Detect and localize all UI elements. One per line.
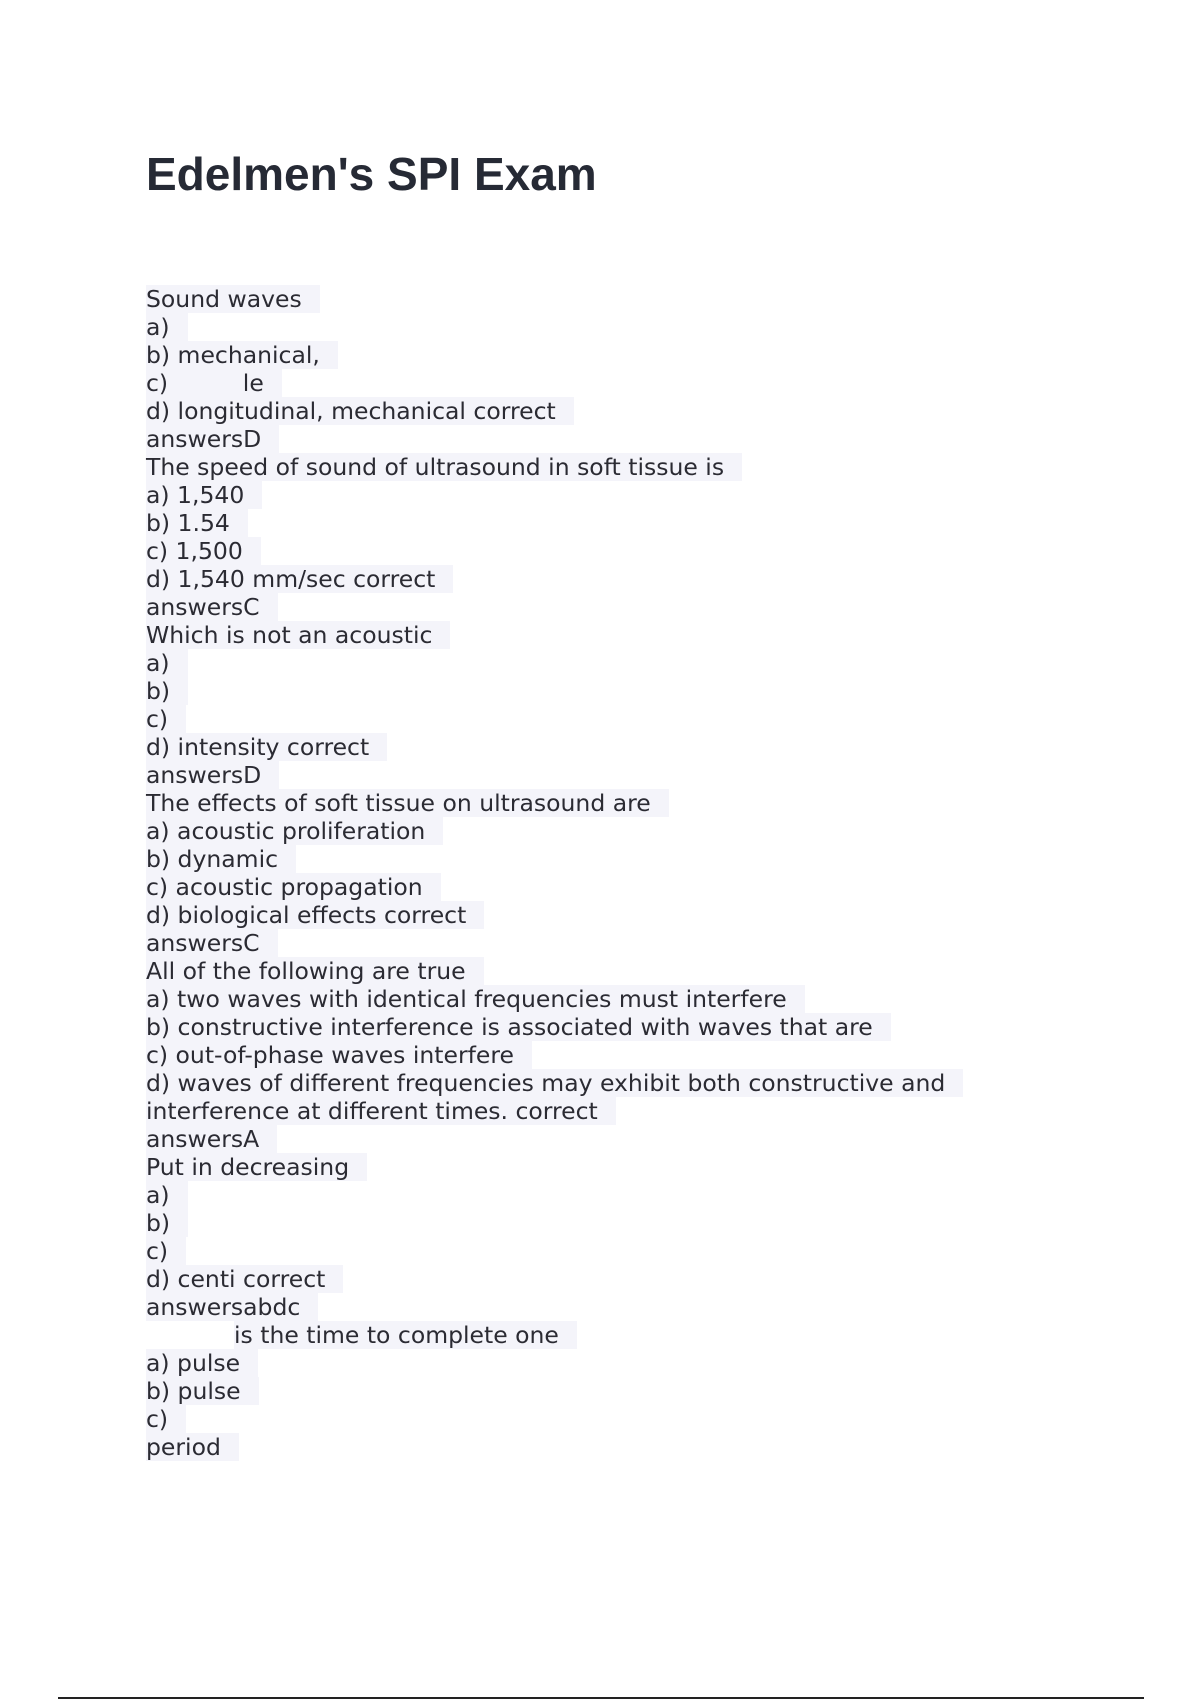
text-line-content: The speed of sound of ultrasound in soft tissue is (146, 453, 742, 481)
text-line-content: b) (146, 677, 188, 705)
text-line (146, 313, 1006, 341)
text-line (146, 537, 1006, 565)
text-line (146, 397, 1006, 425)
text-line-content: c) (146, 705, 186, 733)
text-line-content: a) (146, 1181, 188, 1209)
text-line (146, 1013, 1006, 1041)
text-line-content: Put in decreasing (146, 1153, 367, 1181)
text-line (146, 957, 1006, 985)
text-line (146, 621, 1006, 649)
text-line (146, 1153, 1006, 1181)
text-line-content: a) two waves with identical frequencies must interfere (146, 985, 805, 1013)
text-line-content: d) longitudinal, mechanical correct (146, 397, 574, 425)
footer-rule (58, 1697, 1144, 1699)
text-line-content: d) waves of different frequencies may exhibit both constructive and (146, 1069, 963, 1097)
text-line-content: All of the following are true (146, 957, 484, 985)
text-line-content: a) (146, 649, 188, 677)
text-line-content: The effects of soft tissue on ultrasound are (146, 789, 669, 817)
text-line-content: d) intensity correct (146, 733, 387, 761)
text-line (146, 1209, 1006, 1237)
text-line (146, 1349, 1006, 1377)
text-line-content: b) pulse (146, 1377, 259, 1405)
text-line (146, 1377, 1006, 1405)
text-line-content: answersC (146, 593, 278, 621)
text-line (146, 845, 1006, 873)
text-line (146, 341, 1006, 369)
text-line (146, 1265, 1006, 1293)
text-line (146, 677, 1006, 705)
text-line (146, 733, 1006, 761)
text-line (146, 369, 1006, 397)
text-line (146, 1097, 1006, 1125)
text-line-content: is the time to complete one (234, 1321, 577, 1349)
text-line-content: c) (146, 1405, 186, 1433)
text-line-content: b) mechanical, (146, 341, 338, 369)
text-line-content: c) acoustic propagation (146, 873, 441, 901)
text-line-content: answersC (146, 929, 278, 957)
text-line (146, 761, 1006, 789)
text-line (146, 453, 1006, 481)
text-line (146, 565, 1006, 593)
text-line (146, 817, 1006, 845)
text-line-content: a) pulse (146, 1349, 258, 1377)
text-line (146, 1293, 1006, 1321)
text-line (146, 1041, 1006, 1069)
text-line (146, 1125, 1006, 1153)
text-line (146, 593, 1006, 621)
text-line-content: period (146, 1433, 239, 1461)
text-line-content: c) out-of-phase waves interfere (146, 1041, 532, 1069)
text-line-content: answersA (146, 1125, 277, 1153)
text-line (146, 649, 1006, 677)
text-line-content: answersD (146, 425, 279, 453)
text-line-content: b) (146, 1209, 188, 1237)
text-line (146, 1069, 1006, 1097)
text-line-content: answersabdc (146, 1293, 318, 1321)
text-line-content: c) le (146, 369, 282, 397)
text-line (146, 425, 1006, 453)
text-line (146, 1237, 1006, 1265)
text-line-content: interference at different times. correct (146, 1097, 616, 1125)
text-line (146, 789, 1006, 817)
text-line (146, 705, 1006, 733)
text-line (146, 285, 1006, 313)
text-line-content: b) dynamic (146, 845, 296, 873)
document-title: Edelmen's SPI Exam (146, 148, 597, 200)
text-line-content: Sound waves (146, 285, 320, 313)
text-line-content: d) biological effects correct (146, 901, 484, 929)
text-line-content: Which is not an acoustic (146, 621, 450, 649)
text-line (146, 1405, 1006, 1433)
text-line-content: b) constructive interference is associated with waves that are (146, 1013, 891, 1041)
text-line (146, 873, 1006, 901)
text-line (146, 1433, 1006, 1461)
text-line (146, 1321, 1006, 1349)
text-line (146, 929, 1006, 957)
text-line-content: a) (146, 313, 188, 341)
text-line-content: a) 1,540 (146, 481, 262, 509)
question-list (146, 285, 1006, 1461)
text-line (146, 481, 1006, 509)
text-line-content: c) 1,500 (146, 537, 261, 565)
text-line (146, 509, 1006, 537)
text-line (146, 985, 1006, 1013)
text-line-content: d) centi correct (146, 1265, 343, 1293)
text-line-content: answersD (146, 761, 279, 789)
text-line-content: a) acoustic proliferation (146, 817, 443, 845)
text-line (146, 901, 1006, 929)
text-line-content: b) 1.54 (146, 509, 248, 537)
text-line-content: c) (146, 1237, 186, 1265)
text-line-content: d) 1,540 mm/sec correct (146, 565, 453, 593)
text-line (146, 1181, 1006, 1209)
